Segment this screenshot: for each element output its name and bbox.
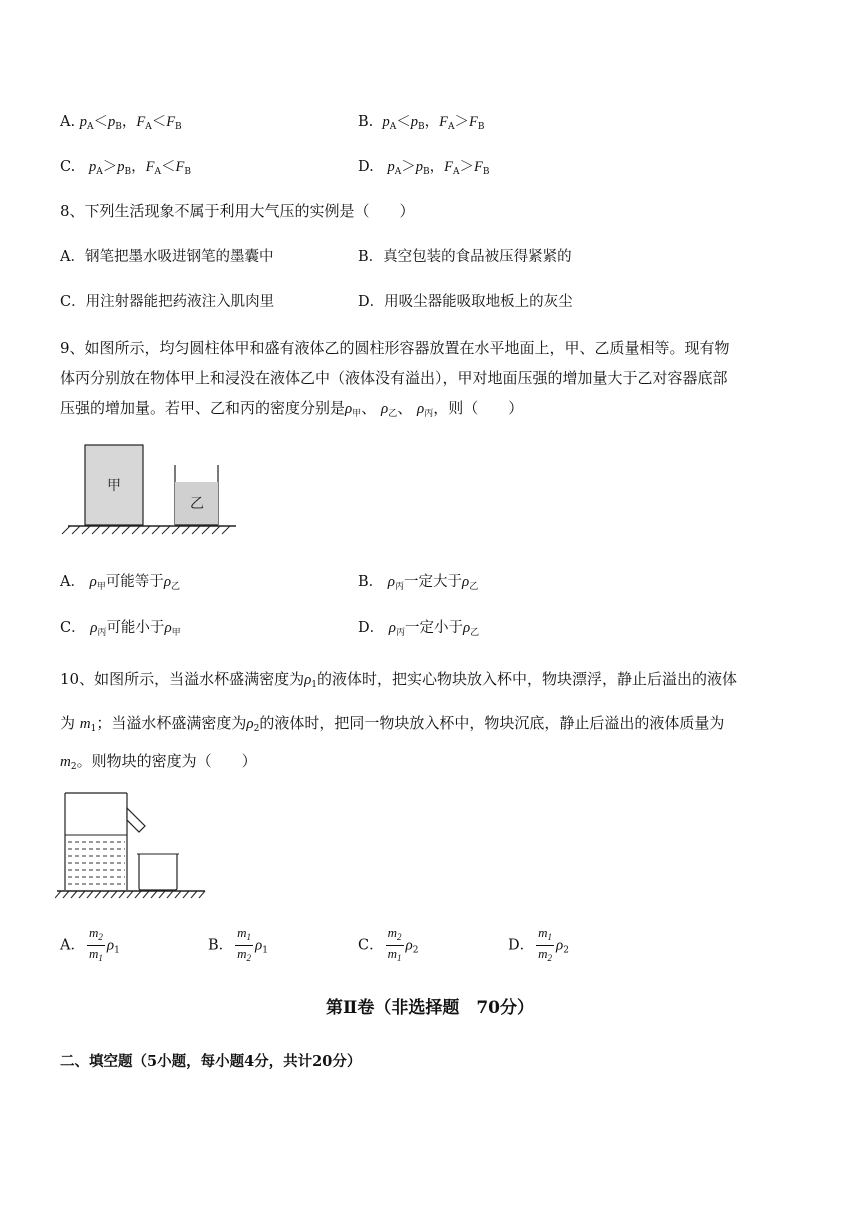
q8-stem: 8、下列生活现象不属于利用大气压的实例是（ ） [60,202,415,220]
liquid-dashes [68,842,125,884]
q10-stem-line1: 10、如图所示，当溢水杯盛满密度为$\rho_1$的液体时，把实心物块放入杯中，物块漂浮，静止后溢出的液体 [60,670,738,690]
ground-hatch [62,526,230,534]
q8-option-a: A．钢笔把墨水吸进钢笔的墨囊中 [60,249,274,265]
q9-option-a: A． $\rho_甲$可能等于$\rho_乙$ [60,574,181,592]
q7-option-a: A. $p_A<p_B$，$F_A<F_B$ [60,114,182,132]
label-yi: 乙 [190,496,204,512]
q7-option-c: C. $p_A>p_B$，$F_A<F_B$ [60,159,191,177]
q9-figure [58,440,248,540]
beaker [139,854,177,890]
q8-option-d: D．用吸尘器能吸取地板上的灰尘 [358,294,573,310]
q8-option-c: C．用注射器能把药液注入肌肉里 [60,294,275,310]
q10-option-b: B． $\frac{m_1}{m_2}$ $\rho_1$ [208,925,268,963]
q7-option-b: B. $p_A<p_B$，$F_A>F_B$ [358,114,485,132]
q10-figure [55,790,210,905]
q9-option-b: B． $\rho_丙$一定大于$\rho_乙$ [358,574,479,592]
section-heading: 二、填空题（5小题，每小题4分，共计20分） [60,1053,362,1070]
label-jia: 甲 [107,478,121,494]
section-title: 第Ⅱ卷（非选择题 70分） [326,998,534,1018]
q9-option-d: D． $\rho_丙$一定小于$\rho_乙$ [358,620,480,638]
q9-stem-line2: 体丙分别放在物体甲上和浸没在液体乙中（液体没有溢出），甲对地面压强的增加量大于乙对容器底部 [60,369,728,387]
overflow-spout [127,808,145,832]
q10-option-a: A． $\frac{m_2}{m_1}$ $\rho_1$ [60,925,120,963]
q10-stem-line2: 为 $m_1$；当溢水杯盛满密度为$\rho_2$的液体时，把同一物块放入杯中，物块沉底，静止后溢出的液体质量为 [60,714,725,734]
q9-stem-line3: 压强的增加量。若甲、乙和丙的密度分别是$\rho_甲$、 $\rho_乙$、 $\rho_丙$，则（ ） [60,399,524,419]
q10-stem-line3: $m_2$。则物块的密度为（ ） [60,752,257,772]
q10-option-d: D． $\frac{m_1}{m_2}$ $\rho_2$ [508,925,569,963]
q7-option-d: D. $p_A>p_B$，$F_A>F_B$ [358,159,490,177]
q8-option-b: B．真空包装的食品被压得紧紧的 [358,249,572,265]
q10-option-c: C． $\frac{m_2}{m_1}$ $\rho_2$ [358,925,419,963]
ground-hatch [55,891,205,898]
q9-stem-line1: 9、如图所示，均匀圆柱体甲和盛有液体乙的圆柱形容器放置在水平地面上，甲、乙质量相等。现有物 [60,339,730,357]
q9-option-c: C． $\rho_丙$可能小于$\rho_甲$ [60,620,181,638]
